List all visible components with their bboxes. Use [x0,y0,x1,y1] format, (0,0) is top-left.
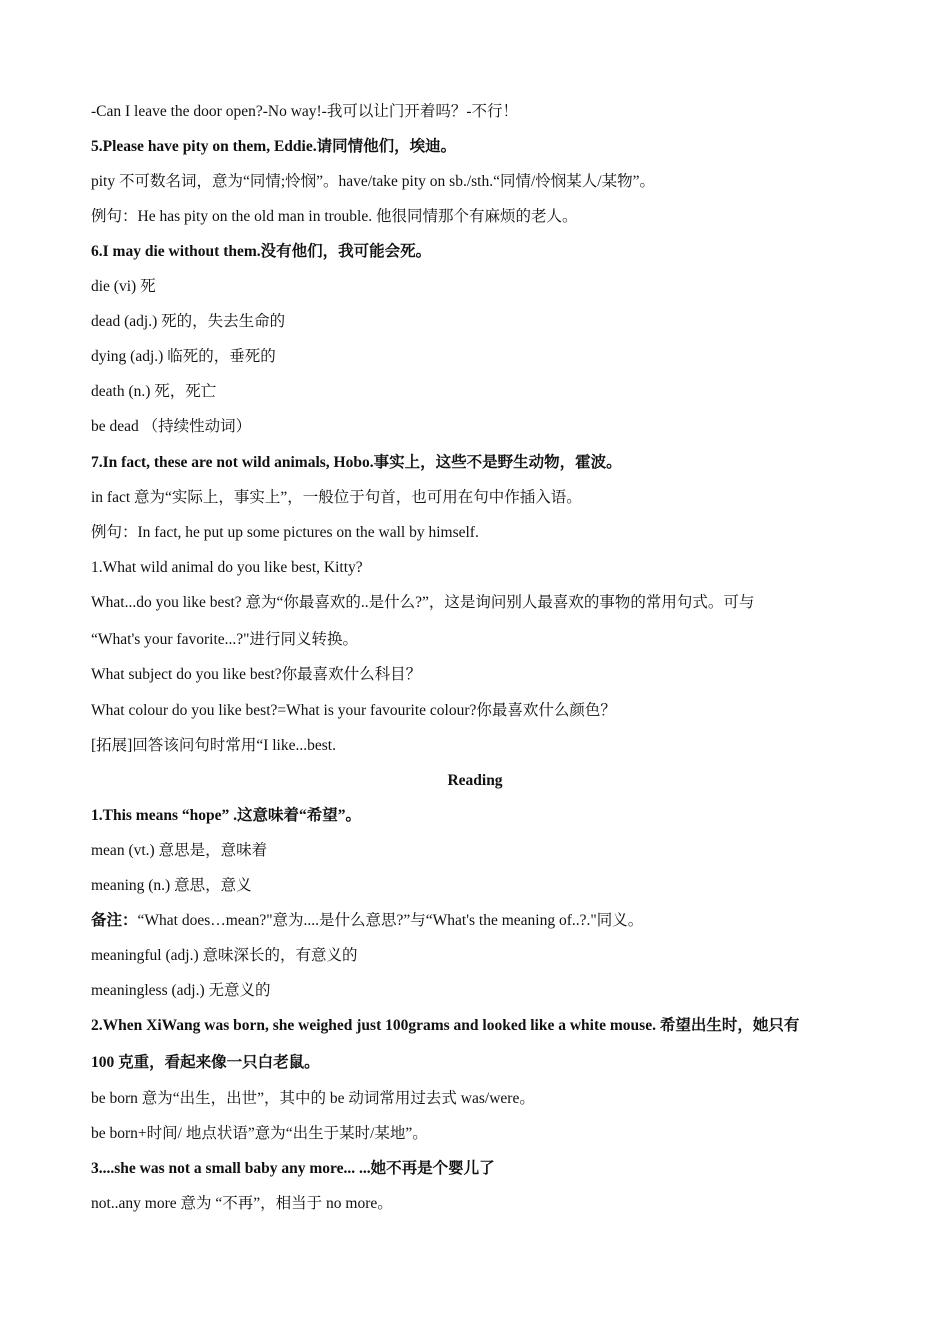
heading-reading-2: 2.When XiWang was born, she weighed just 100grams and looked like a white mouse. 希望出生时，她只有 [91,1017,800,1034]
text-line: be born+时间/ 地点状语”意为“出生于某时/某地”。 [91,1125,428,1142]
text-line: be born 意为“出生，出世”，其中的 be 动词常用过去式 was/were。 [91,1090,535,1107]
text-line: die (vi) 死 [91,278,156,295]
example-line: 例句：He has pity on the old man in trouble. 他很同情那个有麻烦的老人。 [91,208,578,225]
text-line: dying (adj.) 临死的，垂死的 [91,348,276,365]
text-line: be dead （持续性动词） [91,418,252,435]
text-line: “What's your favorite...?"进行同义转换。 [91,631,358,648]
text-line: meaning (n.) 意思，意义 [91,877,252,894]
text-line: [拓展]回答该问句时常用“I like...best. [91,737,336,754]
heading-item-7: 7.In fact, these are not wild animals, Hobo.事实上，这些不是野生动物，霍波。 [91,454,622,471]
heading-item-5: 5.Please have pity on them, Eddie.请同情他们，埃迪。 [91,138,457,155]
heading-reading-1: 1.This means “hope” .这意味着“希望”。 [91,807,361,824]
note-line [91,910,862,932]
text-line: What colour do you like best?=What is your favourite colour?你最喜欢什么颜色？ [91,702,616,719]
note-label: 备注： [91,912,138,929]
heading-reading-3: 3....she was not a small baby any more... ...她不再是个婴儿了 [91,1160,495,1177]
text-line: 1.What wild animal do you like best, Kitty? [91,559,363,576]
text-line: dead (adj.) 死的，失去生命的 [91,313,286,330]
text-line: meaningful (adj.) 意味深长的，有意义的 [91,947,358,964]
text-line: pity 不可数名词，意为“同情;怜悯”。have/take pity on sb./sth.“同情/怜悯某人/某物”。 [91,173,655,190]
section-title-reading: Reading [447,772,503,789]
heading-reading-2-cont: 100 克重，看起来像一只白老鼠。 [91,1054,320,1071]
text-line: mean (vt.) 意思是，意味着 [91,842,268,859]
text-line: death (n.) 死，死亡 [91,383,217,400]
example-line: 例句：In fact, he put up some pictures on the wall by himself. [91,524,479,541]
text-line: What...do you like best? 意为“你最喜欢的..是什么?”，这是询问别人最喜欢的事物的常用句式。可与 [91,594,755,611]
text-line: not..any more 意为 “不再”，相当于 no more。 [91,1195,393,1212]
text-line: in fact 意为“实际上，事实上”，一般位于句首，也可用在句中作插入语。 [91,489,582,506]
text-line: What subject do you like best?你最喜欢什么科目？ [91,666,422,683]
text-line: meaningless (adj.) 无意义的 [91,982,271,999]
heading-item-6: 6.I may die without them.没有他们，我可能会死。 [91,243,432,260]
text-line: -Can I leave the door open?-No way!-我可以让门开着吗？-不行！ [91,103,519,120]
note-text: “What does…mean?"意为....是什么意思?”与“What's the meaning of..?."同义。 [137,912,644,929]
